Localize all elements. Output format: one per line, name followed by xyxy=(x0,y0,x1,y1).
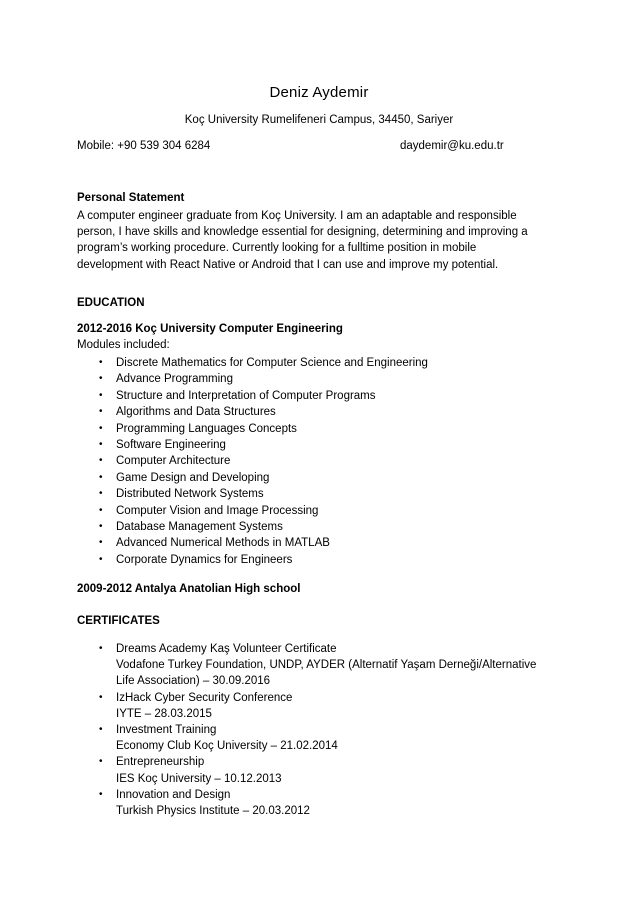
statement-line: program’s working procedure. Currently looking for a fulltime position in mobile xyxy=(77,242,477,255)
certificate-item xyxy=(77,754,536,786)
module-name: Computer Vision and Image Processing xyxy=(116,504,319,517)
module-item xyxy=(77,437,428,453)
certificate-title: IzHack Cyber Security Conference xyxy=(116,691,293,704)
bullet-icon: • xyxy=(99,643,103,654)
module-name: Computer Architecture xyxy=(116,455,231,468)
bullet-icon: • xyxy=(99,520,103,532)
certificate-item xyxy=(77,722,536,754)
personal-statement-text xyxy=(77,208,547,273)
certificate-title: Innovation and Design xyxy=(116,788,231,801)
module-item xyxy=(77,470,428,486)
module-item xyxy=(77,388,428,404)
bullet-icon: • xyxy=(99,406,103,418)
bullet-icon: • xyxy=(99,788,103,800)
bullet-icon: • xyxy=(99,691,103,703)
certificate-detail: Economy Club Koç University – 21.02.2014 xyxy=(116,740,338,753)
module-item xyxy=(77,404,428,420)
bullet-icon: • xyxy=(99,389,103,401)
certificate-item xyxy=(77,787,536,819)
certificate-detail: Vodafone Turkey Foundation, UNDP, AYDER (Alternatif Yaşam Derneği/Alternative xyxy=(116,659,537,672)
statement-line: A computer engineer graduate from Koç University. I am an adaptable and responsible xyxy=(77,210,517,222)
bullet-icon: • xyxy=(99,471,103,483)
module-name: Game Design and Developing xyxy=(116,471,270,484)
bullet-icon: • xyxy=(99,724,103,736)
module-item xyxy=(77,486,428,502)
module-name: Algorithms and Data Structures xyxy=(116,406,276,419)
module-item xyxy=(77,453,428,469)
bullet-icon: • xyxy=(99,438,103,450)
bullet-icon: • xyxy=(99,455,103,467)
certificate-item xyxy=(77,690,536,722)
module-name: Programming Languages Concepts xyxy=(116,422,297,435)
module-item xyxy=(77,552,428,568)
highschool-entry: 2009-2012 Antalya Anatolian High school xyxy=(77,583,301,595)
bullet-icon: • xyxy=(99,488,103,500)
modules-list xyxy=(77,355,428,568)
bullet-icon: • xyxy=(99,357,103,368)
module-name: Advanced Numerical Methods in MATLAB xyxy=(116,537,330,550)
module-item xyxy=(77,421,428,437)
module-name: Database Management Systems xyxy=(116,520,283,533)
module-item xyxy=(77,355,428,371)
bullet-icon: • xyxy=(99,537,103,549)
module-name: Structure and Interpretation of Computer Programs xyxy=(116,389,376,402)
certificate-detail: IYTE – 28.03.2015 xyxy=(116,707,212,720)
personal-statement-heading: Personal Statement xyxy=(77,192,185,204)
certificate-title: Entrepreneurship xyxy=(116,756,205,769)
modules-label: Modules included: xyxy=(77,339,170,351)
module-name: Advance Programming xyxy=(116,373,233,386)
module-item xyxy=(77,371,428,387)
certificate-item xyxy=(77,641,536,690)
module-item xyxy=(77,535,428,551)
certificate-detail: Life Association) – 30.09.2016 xyxy=(116,675,271,688)
module-name: Software Engineering xyxy=(116,438,226,451)
bullet-icon: • xyxy=(99,504,103,516)
certificate-title: Dreams Academy Kaş Volunteer Certificate xyxy=(116,643,337,655)
candidate-name: Deniz Aydemir xyxy=(269,84,369,101)
module-item xyxy=(77,519,428,535)
email-address: daydemir@ku.edu.tr xyxy=(400,140,504,152)
statement-line: development with React Native or Android that I can use and improve my potential. xyxy=(77,258,499,271)
bullet-icon: • xyxy=(99,756,103,768)
university-entry: 2012-2016 Koç University Computer Engineering xyxy=(77,323,343,335)
bullet-icon: • xyxy=(99,422,103,434)
certificate-detail: IES Koç University – 10.12.2013 xyxy=(116,772,282,785)
certificate-title: Investment Training xyxy=(116,724,217,737)
bullet-icon: • xyxy=(99,553,103,565)
certificate-detail: Turkish Physics Institute – 20.03.2012 xyxy=(116,805,310,818)
bullet-icon: • xyxy=(99,373,103,385)
module-name: Distributed Network Systems xyxy=(116,488,264,501)
module-name: Corporate Dynamics for Engineers xyxy=(116,553,293,566)
certificates-list xyxy=(77,641,536,819)
education-heading: EDUCATION xyxy=(77,297,145,309)
certificates-heading: CERTIFICATES xyxy=(77,615,160,627)
module-item xyxy=(77,503,428,519)
address: Koç University Rumelifeneri Campus, 34450, Sariyer xyxy=(184,114,454,126)
statement-line: person, I have skills and knowledge essential for designing, determining and improving a xyxy=(77,226,528,239)
mobile-number: Mobile: +90 539 304 6284 xyxy=(77,140,211,152)
module-name: Discrete Mathematics for Computer Science and Engineering xyxy=(116,357,428,369)
